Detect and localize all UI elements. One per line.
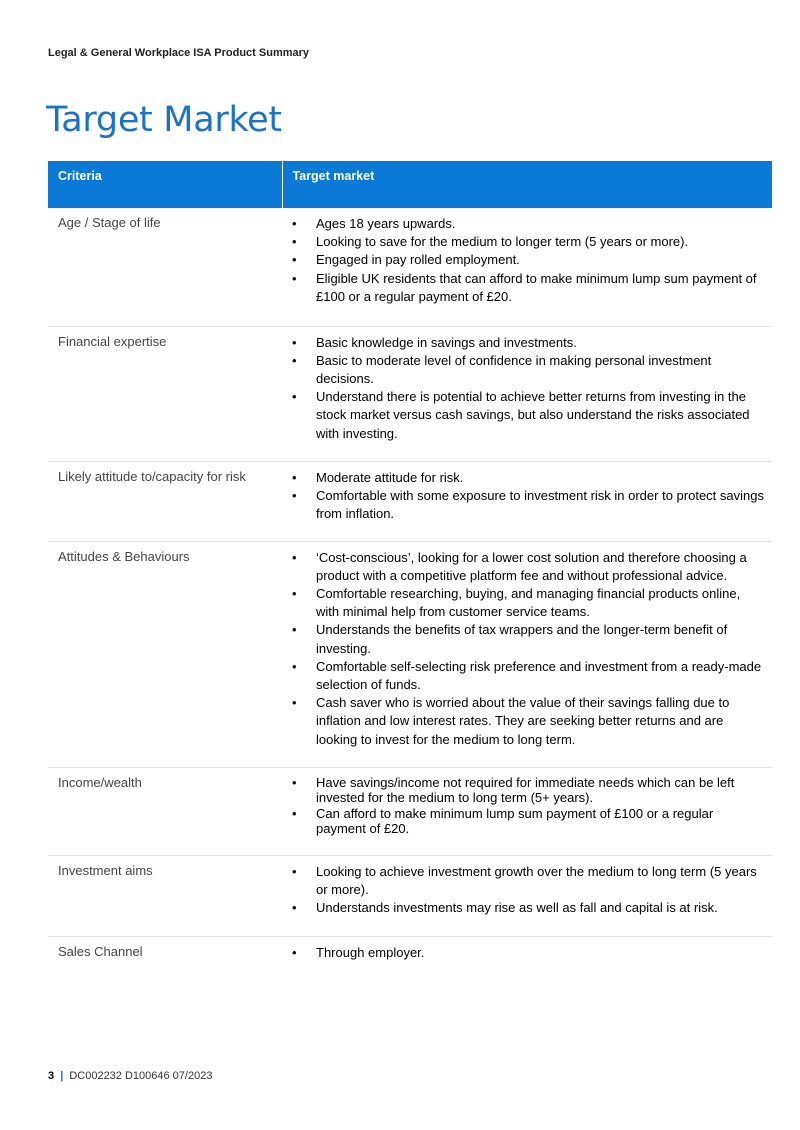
table-row bbox=[48, 326, 772, 461]
bullet-list bbox=[290, 215, 764, 306]
criteria-cell: Attitudes & Behaviours bbox=[48, 541, 282, 767]
footer-separator: | bbox=[60, 1070, 64, 1082]
list-item: • Have savings/income not required for immediate needs which can be left invested for the medium to long term (5+ years). bbox=[290, 775, 764, 806]
list-item: • Engaged in pay rolled employment. bbox=[290, 251, 764, 269]
criteria-cell: Likely attitude to/capacity for risk bbox=[48, 461, 282, 541]
table-row bbox=[48, 461, 772, 541]
target-cell bbox=[282, 767, 772, 855]
criteria-cell: Income/wealth bbox=[48, 767, 282, 855]
list-item: • Looking to achieve investment growth over the medium to long term (5 years or more). bbox=[290, 863, 764, 899]
target-cell bbox=[282, 326, 772, 461]
target-cell bbox=[282, 936, 772, 976]
list-item: • Understand there is potential to achieve better returns from investing in the stock market versus cash savings, but also understand the risks associated with investing. bbox=[290, 388, 764, 443]
list-item: • Understands the benefits of tax wrappers and the longer-term benefit of investing. bbox=[290, 621, 764, 657]
list-item: • Basic knowledge in savings and investments. bbox=[290, 334, 764, 352]
target-cell bbox=[282, 461, 772, 541]
criteria-cell: Financial expertise bbox=[48, 326, 282, 461]
target-cell bbox=[282, 208, 772, 326]
target-cell bbox=[282, 855, 772, 936]
list-item: • Eligible UK residents that can afford to make minimum lump sum payment of £100 or a regular payment of £20. bbox=[290, 270, 764, 306]
table-row bbox=[48, 855, 772, 936]
list-item: • Through employer. bbox=[290, 944, 764, 962]
criteria-cell: Age / Stage of life bbox=[48, 208, 282, 326]
bullet-list bbox=[290, 944, 764, 962]
table-row bbox=[48, 767, 772, 855]
target-cell bbox=[282, 541, 772, 767]
list-item: • Moderate attitude for risk. bbox=[290, 469, 764, 487]
bullet-list bbox=[290, 863, 764, 918]
table-row bbox=[48, 208, 772, 326]
page-footer bbox=[48, 1070, 212, 1082]
list-item: • Basic to moderate level of confidence in making personal investment decisions. bbox=[290, 352, 764, 388]
document-header: Legal & General Workplace ISA Product Summary bbox=[48, 47, 310, 59]
page-number: 3 bbox=[48, 1070, 55, 1082]
criteria-cell: Sales Channel bbox=[58, 943, 143, 959]
list-item: • Can afford to make minimum lump sum payment of £100 or a regular payment of £20. bbox=[290, 806, 764, 837]
table-row bbox=[48, 541, 772, 767]
list-item: • Comfortable with some exposure to investment risk in order to protect savings from inflation. bbox=[290, 487, 764, 523]
bullet-list bbox=[290, 334, 764, 443]
list-item: • ‘Cost-conscious’, looking for a lower cost solution and therefore choosing a product with a competitive platform fee and without professional advice. bbox=[290, 549, 764, 585]
bullet-list bbox=[290, 549, 764, 749]
list-item: • Looking to save for the medium to longer term (5 years or more). bbox=[290, 233, 764, 251]
table-row bbox=[48, 936, 772, 976]
bullet-list bbox=[290, 469, 764, 524]
list-item: • Comfortable researching, buying, and managing financial products online, with minimal help from customer service teams. bbox=[290, 585, 764, 621]
list-item: • Comfortable self-selecting risk preference and investment from a ready-made selection of funds. bbox=[290, 658, 764, 694]
list-item: • Ages 18 years upwards. bbox=[290, 215, 764, 233]
criteria-cell: Investment aims bbox=[48, 855, 282, 936]
bullet-list bbox=[290, 775, 764, 837]
document-reference: DC002232 D100646 07/2023 bbox=[69, 1070, 213, 1082]
list-item: • Understands investments may rise as well as fall and capital is at risk. bbox=[290, 899, 764, 917]
criteria-column-header: Criteria bbox=[48, 161, 282, 208]
target-market-column-header: Target market bbox=[282, 161, 772, 208]
table-header-row bbox=[48, 161, 772, 208]
target-market-table bbox=[48, 161, 772, 976]
list-item: • Cash saver who is worried about the value of their savings falling due to inflation and low interest rates. They are seeking better returns and are looking to invest for the medium to long term. bbox=[290, 694, 764, 749]
page-title: Target Market bbox=[46, 100, 282, 140]
